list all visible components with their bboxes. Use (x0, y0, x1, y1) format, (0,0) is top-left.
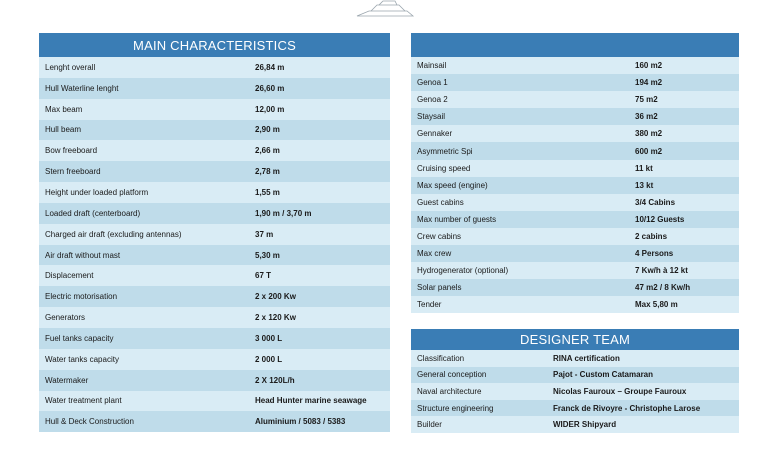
row-value: 36 m2 (635, 112, 658, 122)
row-label: Loaded draft (centerboard) (45, 208, 141, 218)
row-label: General conception (417, 370, 487, 380)
row-value: 47 m2 / 8 Kw/h (635, 283, 691, 293)
row-label: Max number of guests (417, 214, 497, 224)
row-label: Guest cabins (417, 197, 464, 207)
main-characteristics-title: MAIN CHARACTERISTICS (39, 33, 390, 57)
row-label: Displacement (45, 271, 94, 281)
row-value: WIDER Shipyard (553, 420, 617, 430)
table-row (411, 177, 739, 194)
row-value: Franck de Rivoyre - Christophe Larose (553, 403, 701, 413)
row-value: 10/12 Guests (635, 214, 685, 224)
row-label: Fuel tanks capacity (45, 333, 114, 343)
row-label: Genoa 1 (417, 78, 448, 88)
row-value: Aluminium / 5083 / 5383 (255, 417, 346, 427)
sails-and-capacity-header (411, 33, 739, 57)
row-value: 2 X 120L/h (255, 375, 295, 385)
row-value: 26,60 m (255, 83, 285, 93)
row-value: RINA certification (553, 353, 620, 363)
row-value: 37 m (255, 229, 274, 239)
row-label: Generators (45, 313, 86, 323)
table-row (411, 211, 739, 228)
row-value: Max 5,80 m (635, 300, 678, 310)
row-label: Crew cabins (417, 231, 462, 241)
table-row (39, 307, 390, 328)
table-row (39, 161, 390, 182)
row-label: Height under loaded platform (45, 187, 149, 197)
table-row (411, 57, 739, 74)
row-value: 13 kt (635, 180, 654, 190)
row-label: Tender (417, 300, 442, 310)
table-row (39, 203, 390, 224)
table-row (39, 57, 390, 78)
table-row (39, 245, 390, 266)
row-label: Hydrogenerator (optional) (417, 266, 509, 276)
main-characteristics-table (39, 33, 390, 432)
row-label: Electric motorisation (45, 292, 118, 302)
row-label: Watermaker (45, 375, 89, 385)
row-value: 26,84 m (255, 62, 285, 72)
table-row (39, 140, 390, 161)
row-label: Stern freeboard (45, 167, 101, 177)
table-row (411, 383, 739, 400)
row-value: 3 000 L (255, 333, 283, 343)
table-row (39, 328, 390, 349)
row-value: 7 Kw/h à 12 kt (635, 266, 688, 276)
row-label: Lenght overall (45, 62, 96, 72)
row-label: Asymmetric Spi (417, 146, 473, 156)
table-row (411, 142, 739, 159)
row-value: 5,30 m (255, 250, 280, 260)
table-row (39, 370, 390, 391)
table-row (39, 411, 390, 432)
table-row (411, 74, 739, 91)
row-label: Hull Waterline lenght (45, 83, 119, 93)
row-value: 2,66 m (255, 146, 280, 156)
row-value: 2 x 200 Kw (255, 292, 296, 302)
table-row (411, 228, 739, 245)
row-label: Water tanks capacity (45, 354, 119, 364)
table-row (39, 349, 390, 370)
row-label: Air draft without mast (45, 250, 121, 260)
table-row (39, 286, 390, 307)
row-value: 1,90 m / 3,70 m (255, 208, 312, 218)
sails-and-capacity-table (411, 33, 739, 313)
row-label: Hull & Deck Construction (45, 417, 134, 427)
table-row (39, 99, 390, 120)
table-row (39, 265, 390, 286)
row-value: 160 m2 (635, 61, 663, 71)
table-row (39, 224, 390, 245)
row-value: Nicolas Fauroux – Groupe Fauroux (553, 386, 687, 396)
table-row (39, 182, 390, 203)
table-row (411, 279, 739, 296)
boat-sketch-icon (355, 0, 415, 18)
table-row (411, 194, 739, 211)
row-label: Cruising speed (417, 163, 471, 173)
row-label: Structure engineering (417, 403, 494, 413)
row-label: Bow freeboard (45, 146, 98, 156)
table-row (39, 78, 390, 99)
row-value: 2 x 120 Kw (255, 313, 296, 323)
row-value: 194 m2 (635, 78, 663, 88)
table-row (39, 120, 390, 141)
designer-team-title: DESIGNER TEAM (411, 329, 739, 350)
row-value: 1,55 m (255, 187, 280, 197)
table-row (411, 400, 739, 417)
row-label: Builder (417, 420, 442, 430)
row-label: Classification (417, 353, 465, 363)
table-row (411, 416, 739, 433)
row-label: Max speed (engine) (417, 180, 488, 190)
table-row (411, 91, 739, 108)
row-value: 4 Persons (635, 249, 674, 259)
table-row (411, 160, 739, 177)
table-row (411, 245, 739, 262)
row-value: 2,90 m (255, 125, 280, 135)
row-value: 2 000 L (255, 354, 283, 364)
row-value: 2,78 m (255, 167, 280, 177)
row-value: 2 cabins (635, 231, 668, 241)
row-value: 600 m2 (635, 146, 663, 156)
row-label: Mainsail (417, 61, 447, 71)
table-row (411, 262, 739, 279)
row-label: Charged air draft (excluding antennas) (45, 229, 182, 239)
row-label: Hull beam (45, 125, 82, 135)
row-label: Staysail (417, 112, 446, 122)
row-value: 11 kt (635, 163, 653, 173)
table-row (411, 296, 739, 313)
row-value: Pajot - Custom Catamaran (553, 370, 654, 380)
designer-team-table (411, 329, 739, 433)
row-value: 75 m2 (635, 95, 658, 105)
row-value: 380 m2 (635, 129, 663, 139)
row-label: Max beam (45, 104, 83, 114)
row-value: Head Hunter marine seawage (255, 396, 367, 406)
row-value: 67 T (255, 271, 272, 281)
row-label: Solar panels (417, 283, 462, 293)
table-row (411, 350, 739, 367)
table-row (411, 108, 739, 125)
table-row (411, 367, 739, 384)
row-value: 3/4 Cabins (635, 197, 676, 207)
table-row (39, 391, 390, 412)
row-label: Genoa 2 (417, 95, 448, 105)
row-label: Max crew (417, 249, 452, 259)
row-label: Gennaker (417, 129, 453, 139)
row-label: Water treatment plant (45, 396, 122, 406)
row-label: Naval architecture (417, 386, 482, 396)
row-value: 12,00 m (255, 104, 285, 114)
table-row (411, 125, 739, 142)
